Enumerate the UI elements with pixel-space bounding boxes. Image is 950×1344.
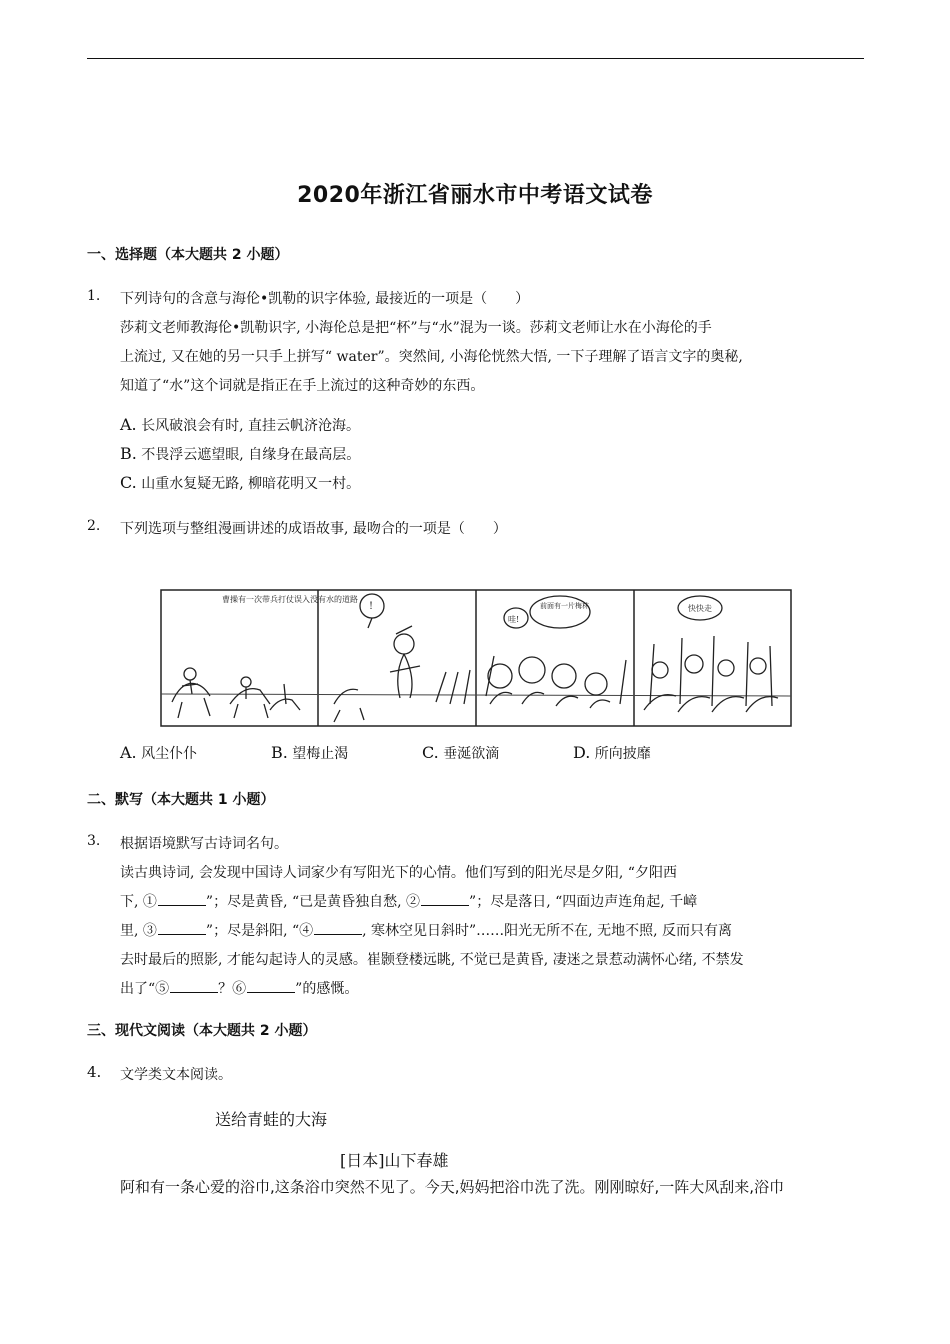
question-2-option-a[interactable] <box>120 743 197 763</box>
question-1-number: 1. <box>87 288 101 304</box>
question-4-prompt: 文学类文本阅读。 <box>120 1067 232 1083</box>
option-letter: A. <box>120 743 137 762</box>
comic-bubble-2: ! <box>369 601 374 612</box>
question-3-number: 3. <box>87 833 101 849</box>
question-2-option-d[interactable] <box>573 743 651 763</box>
answer-blank-1[interactable] <box>158 893 206 906</box>
passage-fragment: ？⑥ <box>218 981 247 997</box>
option-text: 山重水复疑无路, 柳暗花明又一村。 <box>141 476 361 492</box>
option-text: 垂涎欲滴 <box>443 746 500 762</box>
question-2-option-b[interactable] <box>271 743 348 763</box>
question-4-number: 4. <box>87 1063 102 1081</box>
passage-fragment: 下, ① <box>120 894 157 910</box>
question-1-option-b[interactable] <box>120 444 360 464</box>
question-3-passage-line <box>120 978 358 998</box>
option-letter: A. <box>120 415 137 434</box>
question-3-passage-line: 读古典诗词, 会发现中国诗人词家少有写阳光下的心情。他们写到的阳光尽是夕阳, “夕阳西 <box>120 865 677 881</box>
passage-fragment: ”的感慨。 <box>295 981 359 997</box>
option-text: 风尘仆仆 <box>141 746 198 762</box>
story-title: 送给青蛙的大海 <box>215 1110 328 1129</box>
passage-fragment: , 寒林空见日斜时”……阳光无所不在, 无地不照, 反而只有离 <box>362 923 732 939</box>
option-text: 望梅止渴 <box>292 746 349 762</box>
question-1-passage-line: 知道了“水”这个词就是指正在手上流过的这种奇妙的东西。 <box>120 378 485 394</box>
passage-fragment: ”；尽是斜阳, “④ <box>205 923 314 939</box>
question-1-option-c[interactable] <box>120 473 360 493</box>
comic-bubble-3b: 哇! <box>508 615 520 624</box>
question-3-passage-line <box>120 920 732 940</box>
answer-blank-5[interactable] <box>170 980 218 993</box>
section-heading-reading: 三、现代文阅读（本大题共 2 小题） <box>87 1023 317 1039</box>
section-heading-choice: 一、选择题（本大题共 2 小题） <box>87 247 289 263</box>
option-letter: C. <box>120 473 137 492</box>
question-1-passage-line: 上流过, 又在她的另一只手上拼写“ water”。突然间, 小海伦恍然大悟, 一下子理解了语言文字的奥秘, <box>120 349 743 365</box>
answer-blank-2[interactable] <box>421 893 469 906</box>
comic-bubble-4: 快快走 <box>688 604 712 613</box>
answer-blank-4[interactable] <box>314 922 362 935</box>
section-heading-dictation: 二、默写（本大题共 1 小题） <box>87 792 275 808</box>
option-text: 长风破浪会有时, 直挂云帆济沧海。 <box>141 418 360 434</box>
header-rule <box>87 58 864 59</box>
passage-fragment: ”；尽是落日, “四面边声连角起, 千嶂 <box>469 894 698 910</box>
question-1-passage-line: 莎莉文老师教海伦•凯勒识字, 小海伦总是把“杯”与“水”混为一谈。莎莉文老师让水在小海伦的手 <box>120 320 712 336</box>
question-3-prompt: 根据语境默写古诗词名句。 <box>120 836 288 852</box>
question-2-prompt: 下列选项与整组漫画讲述的成语故事, 最吻合的一项是（ ） <box>120 521 507 537</box>
option-letter: D. <box>573 743 591 762</box>
comic-strip-image <box>160 584 792 730</box>
question-1-prompt: 下列诗句的含意与海伦•凯勒的识字体验, 最接近的一项是（ ） <box>120 291 530 307</box>
option-letter: C. <box>422 743 439 762</box>
question-3-passage-line <box>120 891 697 911</box>
exam-title: 2020年浙江省丽水市中考语文试卷 <box>297 183 653 208</box>
story-first-line: 阿和有一条心爱的浴巾,这条浴巾突然不见了。今天,妈妈把浴巾洗了洗。刚刚晾好,一阵大风刮来,浴巾 <box>120 1178 785 1196</box>
comic-bubble-3a: 前面有一片梅林 <box>540 602 589 610</box>
option-text: 不畏浮云遮望眼, 自缘身在最高层。 <box>141 447 361 463</box>
passage-fragment: ”；尽是黄昏, “已是黄昏独自愁, ② <box>205 894 421 910</box>
question-2-option-c[interactable] <box>422 743 499 763</box>
option-letter: B. <box>120 444 137 463</box>
question-1-option-a[interactable] <box>120 415 360 435</box>
comic-caption-1: 曹操有一次带兵打仗误入没有水的道路 <box>222 595 358 604</box>
option-text: 所向披靡 <box>594 746 651 762</box>
option-letter: B. <box>271 743 288 762</box>
passage-fragment: 里, ③ <box>120 923 157 939</box>
question-3-passage-line: 去时最后的照影, 才能勾起诗人的灵感。崔颢登楼远眺, 不觉已是黄昏, 凄迷之景惹动满怀心绪, 不禁发 <box>120 952 744 968</box>
story-author: [日本]山下春雄 <box>340 1151 449 1170</box>
answer-blank-3[interactable] <box>158 922 206 935</box>
passage-fragment: 出了“⑤ <box>120 981 170 997</box>
question-2-number: 2. <box>87 518 101 534</box>
answer-blank-6[interactable] <box>247 980 295 993</box>
